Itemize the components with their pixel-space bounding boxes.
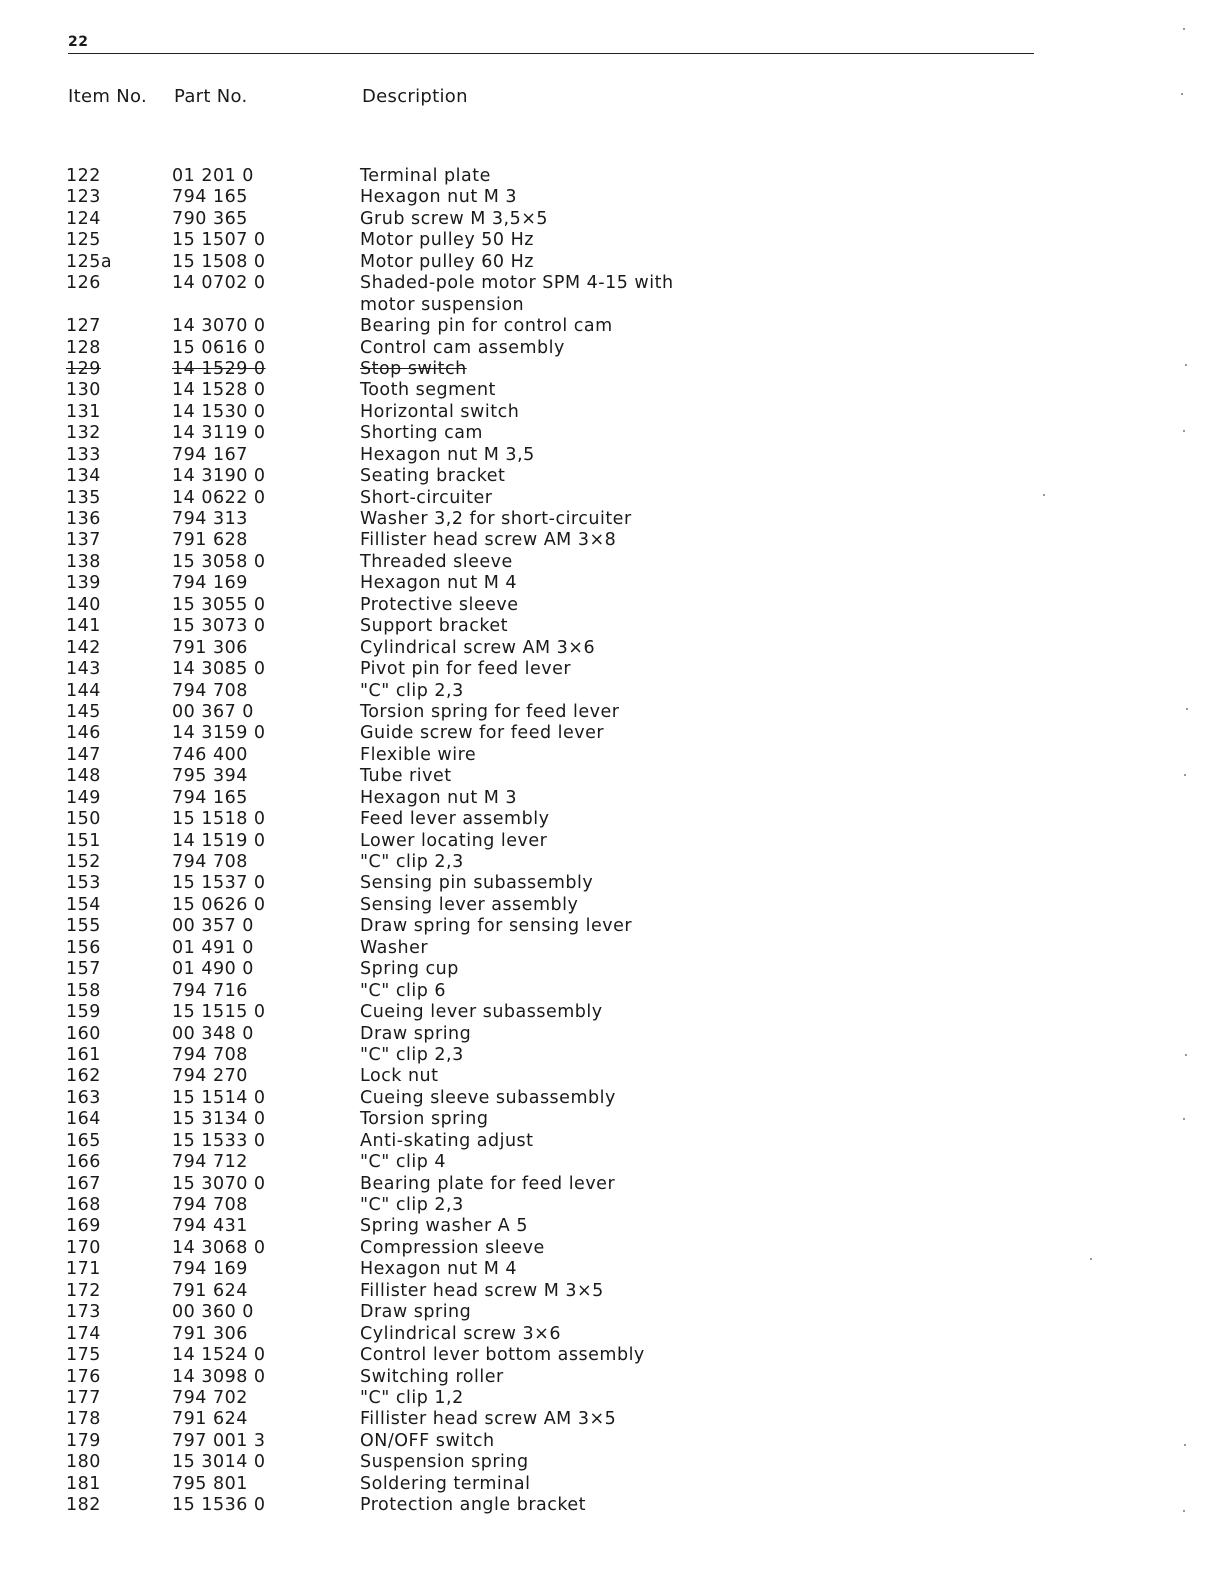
item-number: 149	[66, 787, 101, 808]
part-number: 15 3070 0	[172, 1173, 266, 1194]
part-description: Motor pulley 50 Hz	[360, 230, 534, 251]
part-description: Washer	[360, 937, 429, 958]
item-number: 147	[66, 744, 101, 765]
part-row	[0, 1002, 1224, 1023]
part-number: 01 490 0	[172, 959, 254, 980]
part-row	[0, 273, 1224, 316]
part-description: Torsion spring for feed lever	[360, 701, 620, 722]
item-number: 130	[66, 380, 101, 401]
part-number: 794 708	[172, 1195, 248, 1216]
part-description: Spring cup	[360, 959, 459, 980]
part-description: "C" clip 2,3	[360, 1044, 464, 1065]
item-number: 167	[66, 1173, 101, 1194]
item-number: 153	[66, 873, 101, 894]
part-description: Anti-skating adjust	[360, 1130, 534, 1151]
part-description: Short-circuiter	[360, 487, 493, 508]
scan-speck	[1183, 1510, 1185, 1512]
item-number: 181	[66, 1473, 101, 1494]
item-number: 160	[66, 1023, 101, 1044]
part-description: Hexagon nut M 4	[360, 1259, 518, 1280]
part-description: Bearing plate for feed lever	[360, 1173, 616, 1194]
item-number: 174	[66, 1323, 101, 1344]
item-number: 145	[66, 701, 101, 722]
part-description: Protective sleeve	[360, 594, 519, 615]
part-row	[0, 166, 1224, 187]
part-number: 794 165	[172, 787, 248, 808]
part-number: 795 801	[172, 1473, 248, 1494]
part-description: Protection angle bracket	[360, 1495, 586, 1516]
item-number: 134	[66, 466, 101, 487]
item-number: 165	[66, 1130, 101, 1151]
part-number: 791 624	[172, 1280, 248, 1301]
part-row	[0, 852, 1224, 873]
part-number: 797 001 3	[172, 1430, 266, 1451]
part-description: Control cam assembly	[360, 337, 565, 358]
part-number: 15 1507 0	[172, 230, 266, 251]
item-number: 168	[66, 1195, 101, 1216]
part-row	[0, 916, 1224, 937]
part-description: Shorting cam	[360, 423, 483, 444]
part-row	[0, 316, 1224, 337]
part-row	[0, 230, 1224, 251]
scan-speck	[1185, 364, 1187, 366]
part-row	[0, 488, 1224, 509]
item-number: 131	[66, 401, 101, 422]
item-number: 180	[66, 1452, 101, 1473]
item-number: 159	[66, 1002, 101, 1023]
scan-speck	[1184, 774, 1186, 776]
scan-speck	[1043, 494, 1045, 496]
item-number: 173	[66, 1302, 101, 1323]
part-description: Switching roller	[360, 1366, 504, 1387]
item-number: 132	[66, 423, 101, 444]
part-number: 00 348 0	[172, 1023, 254, 1044]
item-number: 170	[66, 1237, 101, 1258]
part-number: 00 357 0	[172, 916, 254, 937]
part-row	[0, 1195, 1224, 1216]
page-number: 22	[68, 34, 89, 50]
part-description: "C" clip 2,3	[360, 1195, 464, 1216]
part-number: 14 3190 0	[172, 466, 266, 487]
part-number: 14 3068 0	[172, 1237, 266, 1258]
part-description: "C" clip 4	[360, 1152, 447, 1173]
part-description: Cueing sleeve subassembly	[360, 1087, 616, 1108]
part-description: Seating bracket	[360, 466, 506, 487]
item-number: 179	[66, 1430, 101, 1451]
item-number: 156	[66, 937, 101, 958]
item-number: 175	[66, 1345, 101, 1366]
item-number: 148	[66, 766, 101, 787]
part-row	[0, 359, 1224, 380]
part-description: Horizontal switch	[360, 401, 520, 422]
part-number: 15 1508 0	[172, 251, 266, 272]
item-number: 161	[66, 1044, 101, 1065]
part-description: Tube rivet	[360, 766, 452, 787]
part-number: 14 3085 0	[172, 659, 266, 680]
part-row	[0, 702, 1224, 723]
part-row	[0, 1131, 1224, 1152]
part-description: Guide screw for feed lever	[360, 723, 605, 744]
part-number: 794 270	[172, 1066, 248, 1087]
parts-list	[0, 166, 1224, 1517]
part-description: Fillister head screw M 3×5	[360, 1280, 604, 1301]
part-number: 794 708	[172, 680, 248, 701]
item-number: 137	[66, 530, 101, 551]
part-description: Threaded sleeve	[360, 551, 513, 572]
part-row	[0, 959, 1224, 980]
part-description: "C" clip 2,3	[360, 852, 464, 873]
item-number: 144	[66, 680, 101, 701]
part-number: 14 1524 0	[172, 1345, 266, 1366]
item-number: 154	[66, 894, 101, 915]
part-row	[0, 1474, 1224, 1495]
part-row	[0, 1045, 1224, 1066]
part-row	[0, 1452, 1224, 1473]
part-description: Motor pulley 60 Hz	[360, 251, 534, 272]
part-description: Sensing lever assembly	[360, 894, 579, 915]
part-row	[0, 380, 1224, 401]
item-number: 125a	[66, 251, 113, 272]
part-description: Support bracket	[360, 616, 509, 637]
part-row	[0, 1431, 1224, 1452]
part-description: Control lever bottom assembly	[360, 1345, 645, 1366]
part-description: Fillister head screw AM 3×8	[360, 530, 617, 551]
item-number: 150	[66, 809, 101, 830]
part-row	[0, 938, 1224, 959]
part-row	[0, 1152, 1224, 1173]
item-number: 171	[66, 1259, 101, 1280]
part-number: 794 165	[172, 187, 248, 208]
part-number: 15 1537 0	[172, 873, 266, 894]
scan-speck	[1183, 1118, 1185, 1120]
part-number: 14 1530 0	[172, 401, 266, 422]
part-number: 14 0702 0	[172, 273, 266, 294]
part-description: Compression sleeve	[360, 1237, 545, 1258]
part-row	[0, 552, 1224, 573]
part-row	[0, 187, 1224, 208]
part-row	[0, 509, 1224, 530]
part-row	[0, 1345, 1224, 1366]
part-number: 790 365	[172, 208, 248, 229]
part-row	[0, 981, 1224, 1002]
part-number: 14 3070 0	[172, 316, 266, 337]
part-number: 14 0622 0	[172, 487, 266, 508]
part-row	[0, 1324, 1224, 1345]
part-description: ON/OFF switch	[360, 1430, 495, 1451]
part-number: 15 1533 0	[172, 1130, 266, 1151]
part-row	[0, 723, 1224, 744]
part-number: 794 712	[172, 1152, 248, 1173]
part-number: 15 0616 0	[172, 337, 266, 358]
item-number: 129	[66, 358, 101, 379]
part-description: Fillister head screw AM 3×5	[360, 1409, 617, 1430]
item-number: 143	[66, 659, 101, 680]
part-row	[0, 1302, 1224, 1323]
part-row	[0, 1216, 1224, 1237]
part-number: 14 3119 0	[172, 423, 266, 444]
part-description: Shaded-pole motor SPM 4-15 with	[360, 273, 674, 294]
part-row	[0, 1066, 1224, 1087]
part-number: 791 624	[172, 1409, 248, 1430]
part-number: 14 3159 0	[172, 723, 266, 744]
part-row	[0, 423, 1224, 444]
part-row	[0, 209, 1224, 230]
part-number: 15 3134 0	[172, 1109, 266, 1130]
part-description: Hexagon nut M 3	[360, 787, 518, 808]
part-row	[0, 1409, 1224, 1430]
part-description: Feed lever assembly	[360, 809, 550, 830]
part-number: 15 1518 0	[172, 809, 266, 830]
item-number: 126	[66, 273, 101, 294]
item-number: 157	[66, 959, 101, 980]
part-row	[0, 338, 1224, 359]
item-number: 151	[66, 830, 101, 851]
part-description: Suspension spring	[360, 1452, 529, 1473]
item-number: 123	[66, 187, 101, 208]
part-row	[0, 1238, 1224, 1259]
item-number: 139	[66, 573, 101, 594]
part-number: 15 0626 0	[172, 894, 266, 915]
item-number: 152	[66, 852, 101, 873]
item-number: 141	[66, 616, 101, 637]
part-number: 15 3073 0	[172, 616, 266, 637]
part-row	[0, 573, 1224, 594]
scan-speck	[1183, 430, 1185, 432]
part-description: Lower locating lever	[360, 830, 548, 851]
part-description: Cueing lever subassembly	[360, 1002, 603, 1023]
part-number: 15 1515 0	[172, 1002, 266, 1023]
item-number: 166	[66, 1152, 101, 1173]
part-description: Stop switch	[360, 358, 467, 379]
part-row	[0, 445, 1224, 466]
part-number: 794 716	[172, 980, 248, 1001]
part-number: 14 3098 0	[172, 1366, 266, 1387]
part-number: 794 169	[172, 573, 248, 594]
part-row	[0, 1495, 1224, 1516]
description-heading: Description	[362, 86, 468, 107]
part-description: Hexagon nut M 3,5	[360, 444, 535, 465]
part-description: Cylindrical screw 3×6	[360, 1323, 561, 1344]
item-number: 127	[66, 316, 101, 337]
part-row	[0, 402, 1224, 423]
part-description: Hexagon nut M 3	[360, 187, 518, 208]
part-number: 01 201 0	[172, 166, 254, 186]
part-description: Sensing pin subassembly	[360, 873, 594, 894]
part-number: 14 1529 0	[172, 358, 266, 379]
part-description: Draw spring	[360, 1023, 472, 1044]
part-description: Soldering terminal	[360, 1473, 531, 1494]
item-no-heading: Item No.	[68, 86, 147, 107]
part-number: 14 1528 0	[172, 380, 266, 401]
part-row	[0, 831, 1224, 852]
part-row	[0, 809, 1224, 830]
item-number: 164	[66, 1109, 101, 1130]
part-number: 00 360 0	[172, 1302, 254, 1323]
scan-speck	[1184, 1444, 1186, 1446]
part-row	[0, 1174, 1224, 1195]
item-number: 163	[66, 1087, 101, 1108]
header-rule	[68, 53, 1034, 54]
part-description: "C" clip 2,3	[360, 680, 464, 701]
part-description: Draw spring	[360, 1302, 472, 1323]
scan-speck	[1181, 93, 1183, 95]
part-row	[0, 1367, 1224, 1388]
part-description: Torsion spring	[360, 1109, 489, 1130]
item-number: 125	[66, 230, 101, 251]
part-row	[0, 766, 1224, 787]
item-number: 177	[66, 1387, 101, 1408]
part-row	[0, 466, 1224, 487]
item-number: 142	[66, 637, 101, 658]
item-number: 158	[66, 980, 101, 1001]
part-description: "C" clip 6	[360, 980, 447, 1001]
part-description: Grub screw M 3,5×5	[360, 208, 548, 229]
part-number: 794 708	[172, 852, 248, 873]
part-number: 746 400	[172, 744, 248, 765]
item-number: 169	[66, 1216, 101, 1237]
item-number: 146	[66, 723, 101, 744]
part-row	[0, 252, 1224, 273]
part-description: Bearing pin for control cam	[360, 316, 613, 337]
part-number: 15 3014 0	[172, 1452, 266, 1473]
part-number: 791 306	[172, 1323, 248, 1344]
part-description: Hexagon nut M 4	[360, 573, 518, 594]
item-number: 135	[66, 487, 101, 508]
item-number: 162	[66, 1066, 101, 1087]
part-row	[0, 595, 1224, 616]
scan-speck	[1090, 1258, 1092, 1260]
part-description: Lock nut	[360, 1066, 439, 1087]
part-description: Washer 3,2 for short-circuiter	[360, 509, 632, 530]
part-row	[0, 1388, 1224, 1409]
part-number: 791 306	[172, 637, 248, 658]
part-description: Spring washer A 5	[360, 1216, 528, 1237]
part-description: Flexible wire	[360, 744, 477, 765]
part-number: 791 628	[172, 530, 248, 551]
part-description: Tooth segment	[360, 380, 496, 401]
part-number: 794 167	[172, 444, 248, 465]
part-number: 794 708	[172, 1044, 248, 1065]
part-row	[0, 1088, 1224, 1109]
part-number: 15 3058 0	[172, 551, 266, 572]
item-number: 176	[66, 1366, 101, 1387]
part-description: Cylindrical screw AM 3×6	[360, 637, 596, 658]
part-row	[0, 788, 1224, 809]
scan-speck	[1183, 28, 1185, 30]
part-no-heading: Part No.	[174, 86, 248, 107]
part-row	[0, 681, 1224, 702]
item-number: 124	[66, 208, 101, 229]
part-row	[0, 530, 1224, 551]
scan-speck	[1185, 1054, 1187, 1056]
part-description-continued: motor suspension	[360, 294, 525, 315]
item-number: 138	[66, 551, 101, 572]
part-row	[0, 745, 1224, 766]
item-number: 182	[66, 1495, 101, 1516]
part-number: 794 169	[172, 1259, 248, 1280]
part-description: Draw spring for sensing lever	[360, 916, 633, 937]
part-number: 795 394	[172, 766, 248, 787]
part-row	[0, 1259, 1224, 1280]
part-number: 15 1514 0	[172, 1087, 266, 1108]
part-row	[0, 616, 1224, 637]
item-number: 128	[66, 337, 101, 358]
item-number: 155	[66, 916, 101, 937]
part-number: 15 1536 0	[172, 1495, 266, 1516]
part-number: 794 313	[172, 509, 248, 530]
part-description: "C" clip 1,2	[360, 1387, 464, 1408]
part-row	[0, 1281, 1224, 1302]
scan-speck	[1186, 708, 1188, 710]
part-number: 794 702	[172, 1387, 248, 1408]
part-row	[0, 895, 1224, 916]
item-number: 133	[66, 444, 101, 465]
part-description: Pivot pin for feed lever	[360, 659, 572, 680]
part-row	[0, 1109, 1224, 1130]
item-number: 140	[66, 594, 101, 615]
part-description: Terminal plate	[360, 166, 491, 186]
item-number: 136	[66, 509, 101, 530]
part-number: 794 431	[172, 1216, 248, 1237]
part-number: 00 367 0	[172, 701, 254, 722]
part-row	[0, 638, 1224, 659]
part-number: 15 3055 0	[172, 594, 266, 615]
item-number: 122	[66, 166, 101, 186]
item-number: 178	[66, 1409, 101, 1430]
part-row	[0, 873, 1224, 894]
part-number: 14 1519 0	[172, 830, 266, 851]
part-row	[0, 1024, 1224, 1045]
part-number: 01 491 0	[172, 937, 254, 958]
item-number: 172	[66, 1280, 101, 1301]
part-row	[0, 659, 1224, 680]
